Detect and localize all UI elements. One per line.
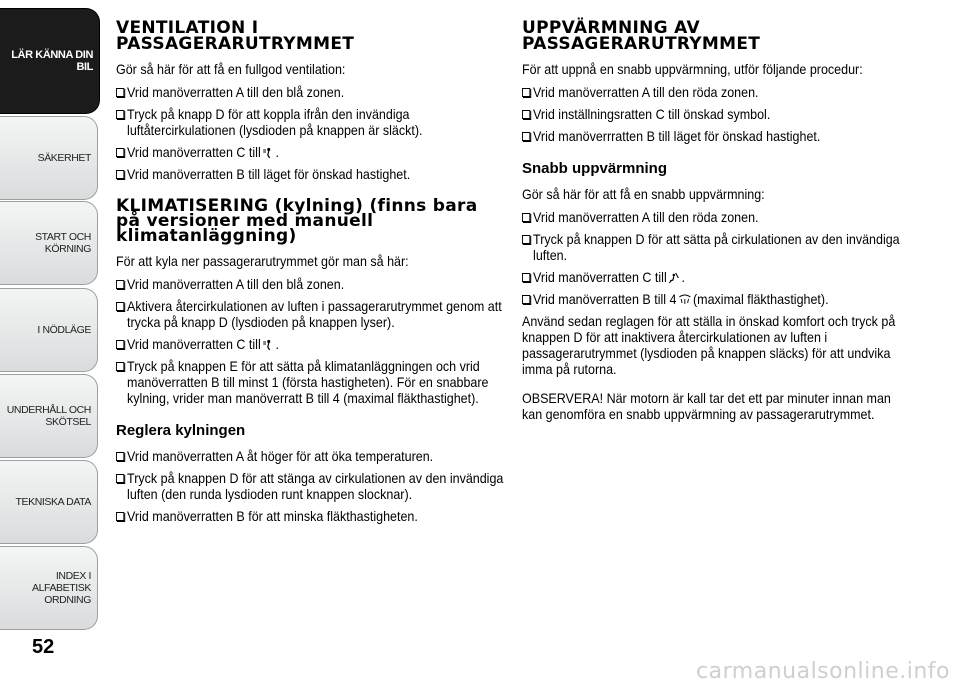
- quick-heating-heading: Snabb uppvärmning: [522, 160, 668, 177]
- tab-lar-kanna-din-bil[interactable]: [0, 8, 100, 114]
- tab-label: TEKNISKA DATA: [15, 496, 91, 508]
- tab-label: I NÖDLÄGE: [37, 324, 91, 336]
- list-item: Vrid manöverratten A till den röda zonen.: [522, 85, 923, 101]
- list-item-text: Vrid manöverratten C till: [127, 145, 261, 160]
- left-column: [116, 18, 504, 531]
- quick-heating-intro: Gör så här för att få en snabb uppvärmning:: [522, 187, 765, 202]
- list-item: Vrid manöverratten C till .: [116, 337, 505, 353]
- list-item: Tryck på knappen D för att sätta på cirkulationen av den invändiga luften.: [522, 232, 923, 264]
- heating-heading: UPPVÄRMNING AV PASSAGERARUTRYMMET: [522, 18, 761, 54]
- tab-label: INDEX I ALFABETISK ORDNING: [31, 570, 91, 606]
- list-item: Vrid manöverratten C till .: [522, 270, 923, 286]
- cooling-heading: KLIMATISERING (kylning) (finns bara på versioner med manuell klimatanläggning): [116, 196, 478, 246]
- tab-index-i-alfabetisk-ordning[interactable]: [0, 546, 98, 630]
- tab-label: SÄKERHET: [37, 152, 91, 164]
- list-item: Vrid manöverratten A till den blå zonen.: [116, 85, 505, 101]
- list-item: Vrid manöverratten B för att minska fläkthastigheten.: [116, 509, 505, 525]
- cooling-intro: För att kyla ner passagerarutrymmet gör man så här:: [116, 254, 409, 269]
- list-item-text: Vrid manöverratten C till: [127, 337, 261, 352]
- list-item: Vrid manöverrratten B till läget för önskad hastighet.: [522, 129, 923, 145]
- list-item-text: Vrid manöverratten B till 4: [533, 292, 677, 307]
- list-item: Vrid manöverratten B till läget för önskad hastighet.: [116, 167, 505, 183]
- tab-start-och-korning[interactable]: [0, 201, 98, 285]
- face-vent-icon: [263, 147, 274, 159]
- list-item: Aktivera återcirkulationen av luften i passagerarutrymmet genom att trycka på knapp D (lysdioden på knappen lyser).: [116, 299, 505, 331]
- windshield-feet-icon: [669, 272, 680, 284]
- list-item: Vrid manöverratten C till .: [116, 145, 505, 161]
- list-item: Vrid manöverratten A till den blå zonen.: [116, 277, 505, 293]
- page-number: 52: [32, 636, 55, 658]
- regulate-heading: Reglera kylningen: [116, 422, 246, 439]
- tab-label: START OCH KÖRNING: [35, 231, 91, 255]
- list-item: [522, 292, 923, 308]
- ventilation-intro: Gör så här för att få en fullgod ventilation:: [116, 62, 346, 77]
- tab-label: LÄR KÄNNA DIN BIL: [11, 49, 93, 73]
- note-paragraph: OBSERVERA! När motorn är kall tar det ett par minuter innan man kan genomföra en snabb uppvärmning av passagerarutrymmet.: [522, 391, 891, 422]
- quick-heating-paragraph: Använd sedan reglagen för att ställa in önskad komfort och tryck på knappen D för att inaktivera återcirkulationen av luften i passagerarutrymmet (lysdioden på knappen släcks) för att undvika imma på rutorna.: [522, 314, 896, 377]
- sidebar: [0, 0, 100, 686]
- right-column: [522, 20, 914, 430]
- watermark: carmanualsonline.info: [696, 659, 950, 684]
- heating-intro: För att uppnå en snabb uppvärmning, utför följande procedur:: [522, 62, 863, 77]
- list-item: Vrid manöverratten A till den röda zonen.: [522, 210, 923, 226]
- list-item: Vrid inställningsratten C till önskad symbol.: [522, 107, 923, 123]
- tab-label: UNDERHÅLL OCH SKÖTSEL: [6, 404, 91, 428]
- list-item: Tryck på knappen E för att sätta på klimatanläggningen och vrid manöverratten B till minst 1 (första hastigheten). För en snabbare kylning, vrider man manöverratt B till 4 (maximal fläkthastighet).: [116, 359, 505, 407]
- list-item: Vrid manöverratten A åt höger för att öka temperaturen.: [116, 449, 505, 465]
- list-item-text: (maximal fläkthastighet).: [693, 292, 829, 307]
- tab-sakerhet[interactable]: [0, 116, 98, 200]
- tab-i-nodlage[interactable]: [0, 288, 98, 372]
- tab-tekniska-data[interactable]: [0, 460, 98, 544]
- list-item: Tryck på knappen D för att stänga av cirkulationen av den invändiga luften (den runda lysdioden runt knappen slocknar).: [116, 471, 505, 503]
- ventilation-heading: VENTILATION I PASSAGERARUTRYMMET: [116, 18, 355, 54]
- tab-underhall-och-skotsel[interactable]: [0, 374, 98, 458]
- list-item-text: Vrid manöverratten C till: [533, 270, 667, 285]
- list-item: Tryck på knapp D för att koppla ifrån den invändiga luftåtercirkulationen (lysdioden på knappen är släckt).: [116, 107, 505, 139]
- face-vent-icon: [263, 339, 274, 351]
- fan-icon: [678, 294, 691, 306]
